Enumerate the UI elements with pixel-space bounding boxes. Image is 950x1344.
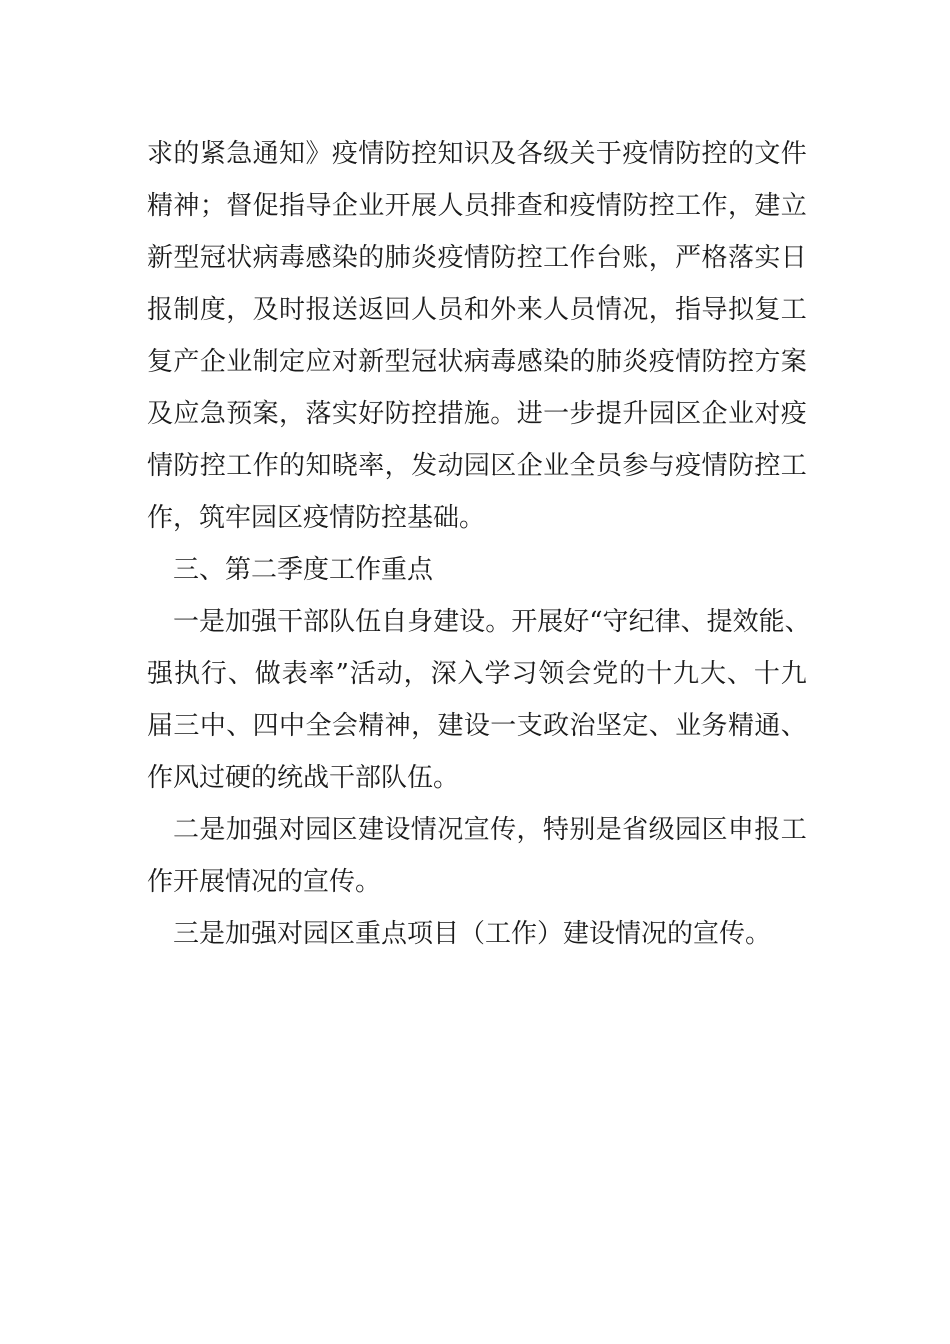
- text-line: [147, 388, 807, 440]
- text-char: 强: [251, 607, 278, 637]
- text-line: [147, 336, 807, 388]
- text-char: 感: [516, 347, 543, 377]
- text-char: 习: [511, 659, 538, 689]
- text-char: 的: [619, 659, 646, 689]
- text-line: [147, 232, 807, 284]
- text-char: 控: [727, 347, 754, 377]
- text-char: 报: [305, 295, 332, 325]
- text-char: 加: [225, 607, 252, 637]
- text-char: 人: [437, 191, 464, 221]
- text-char: 应: [173, 399, 200, 429]
- text-line: 作，筑牢园区疫情防控基础。: [147, 503, 486, 533]
- text-char: 入: [457, 659, 484, 689]
- text-char: 是: [199, 607, 226, 637]
- text-char: 建: [754, 191, 781, 221]
- text-char: 冠: [199, 243, 226, 273]
- text-char: 行: [200, 659, 227, 689]
- text-char: 炎: [622, 347, 649, 377]
- text-char: ，: [727, 191, 754, 221]
- text-char: 防: [384, 399, 411, 429]
- text-char: 精: [358, 711, 385, 741]
- text-char: 业: [358, 191, 385, 221]
- text-char: 与: [648, 451, 675, 481]
- text-char: 复: [147, 347, 174, 377]
- text-char: 作: [569, 243, 596, 273]
- text-line: [147, 180, 807, 232]
- text-char: 展: [411, 191, 438, 221]
- text-char: 实: [331, 399, 358, 429]
- text-char: 工: [780, 815, 807, 845]
- text-char: 病: [463, 347, 490, 377]
- text-char: 肺: [595, 347, 622, 377]
- text-char: 区: [701, 815, 728, 845]
- text-char: 工: [675, 191, 702, 221]
- text-char: 部: [303, 607, 330, 637]
- text-char: 型: [384, 347, 411, 377]
- text-char: 干: [277, 607, 304, 637]
- text-char: 情: [463, 243, 490, 273]
- text-char: 届: [147, 711, 174, 741]
- text-char: 支: [516, 711, 543, 741]
- text-char: 情: [595, 191, 622, 221]
- text-char: 业: [675, 711, 702, 741]
- text-char: 新: [147, 243, 174, 273]
- text-char: 级: [543, 139, 570, 169]
- text-char: 省: [622, 815, 649, 845]
- text-char: 防: [622, 191, 649, 221]
- text-char: ，: [411, 711, 438, 741]
- text-char: 情: [648, 139, 675, 169]
- text-char: 九: [780, 659, 807, 689]
- text-char: 特: [542, 815, 569, 845]
- text-char: 预: [226, 399, 253, 429]
- text-char: 》: [305, 139, 332, 169]
- text-char: 做: [254, 659, 281, 689]
- text-char: 排: [490, 191, 517, 221]
- text-char: 发: [411, 451, 438, 481]
- text-char: 控: [701, 139, 728, 169]
- text-char: 格: [701, 243, 728, 273]
- text-char: 步: [569, 399, 596, 429]
- text-char: 识: [463, 139, 490, 169]
- text-char: 文: [754, 139, 781, 169]
- text-char: 好: [563, 607, 590, 637]
- text-line: 作开展情况的宣传。: [147, 867, 382, 897]
- text-char: 各: [516, 139, 543, 169]
- text-line: [147, 700, 807, 752]
- text-char: 实: [754, 243, 781, 273]
- text-char: 企: [701, 399, 728, 429]
- text-char: ，: [384, 451, 411, 481]
- text-char: 导: [305, 191, 332, 221]
- text-char: 和: [543, 191, 570, 221]
- text-char: 企: [331, 191, 358, 221]
- text-char: 申: [727, 815, 754, 845]
- text-char: 情: [147, 451, 174, 481]
- text-char: 件: [780, 139, 807, 169]
- text-char: 立: [780, 191, 807, 221]
- text-char: 状: [437, 347, 464, 377]
- text-char: 园: [463, 451, 490, 481]
- text-char: 神: [384, 711, 411, 741]
- section-heading: 三、第二季度工作重点: [173, 555, 434, 585]
- text-char: 度: [199, 295, 226, 325]
- text-line: [147, 128, 807, 180]
- text-char: 神: [173, 191, 200, 221]
- text-char: 效: [732, 607, 759, 637]
- text-char: 疫: [437, 243, 464, 273]
- text-char: 防: [490, 243, 517, 273]
- text-char: 开: [384, 191, 411, 221]
- text-char: 情: [675, 347, 702, 377]
- text-char: 来: [516, 295, 543, 325]
- text-char: 的: [569, 347, 596, 377]
- text-char: 炎: [411, 243, 438, 273]
- text-char: 设: [384, 815, 411, 845]
- text-char: 对: [331, 347, 358, 377]
- text-char: 防: [384, 139, 411, 169]
- text-char: 制: [173, 295, 200, 325]
- text-char: 中: [279, 711, 306, 741]
- text-char: 园: [648, 399, 675, 429]
- text-char: ，: [279, 399, 306, 429]
- text-char: ，: [648, 295, 675, 325]
- text-char: 党: [592, 659, 619, 689]
- text-char: 通: [252, 139, 279, 169]
- text-char: 全: [569, 451, 596, 481]
- text-char: 拟: [727, 295, 754, 325]
- text-char: 的: [727, 139, 754, 169]
- text-char: 员: [463, 191, 490, 221]
- text-char: 设: [459, 607, 486, 637]
- text-char: 控: [516, 243, 543, 273]
- text-char: 的: [279, 451, 306, 481]
- text-char: 强: [252, 815, 279, 845]
- text-char: 一: [490, 711, 517, 741]
- text-char: 企: [516, 451, 543, 481]
- text-char: 感: [305, 243, 332, 273]
- text-char: 紧: [199, 139, 226, 169]
- text-char: 全: [305, 711, 332, 741]
- text-char: 能: [758, 607, 785, 637]
- text-char: 施: [463, 399, 490, 429]
- text-char: 。: [490, 399, 517, 429]
- text-char: 报: [147, 295, 174, 325]
- text-char: 督: [226, 191, 253, 221]
- text-char: 率: [308, 659, 335, 689]
- text-char: 会: [565, 659, 592, 689]
- text-char: 建: [433, 607, 460, 637]
- text-char: 律: [654, 607, 681, 637]
- text-char: 定: [622, 711, 649, 741]
- text-char: 返: [358, 295, 385, 325]
- text-char: 知: [437, 139, 464, 169]
- text-char: 。: [485, 607, 512, 637]
- text-char: 展: [537, 607, 564, 637]
- text-char: 员: [569, 295, 596, 325]
- text-char: 四: [252, 711, 279, 741]
- text-char: 队: [329, 607, 356, 637]
- text-char: 会: [331, 711, 358, 741]
- text-char: 落: [305, 399, 332, 429]
- text-char: 、: [226, 711, 253, 741]
- text-char: 区: [675, 399, 702, 429]
- text-char: 一: [173, 607, 200, 637]
- text-char: 企: [199, 347, 226, 377]
- text-char: 报: [754, 815, 781, 845]
- text-char: 强: [147, 659, 174, 689]
- text-char: 开: [511, 607, 538, 637]
- text-char: 复: [754, 295, 781, 325]
- text-char: 时: [279, 295, 306, 325]
- text-char: 染: [331, 243, 358, 273]
- text-char: 台: [595, 243, 622, 273]
- text-char: 新: [358, 347, 385, 377]
- text-char: 防: [727, 451, 754, 481]
- text-char: 的: [358, 243, 385, 273]
- text-char: 及: [490, 139, 517, 169]
- text-char: 务: [701, 711, 728, 741]
- text-char: 疫: [780, 399, 807, 429]
- text-char: 作: [701, 191, 728, 221]
- text-char: 制: [252, 347, 279, 377]
- text-char: 园: [305, 815, 332, 845]
- text-char: 疫: [569, 191, 596, 221]
- text-char: 业: [727, 399, 754, 429]
- text-char: 人: [411, 295, 438, 325]
- text-char: 工: [543, 243, 570, 273]
- text-char: 精: [727, 711, 754, 741]
- text-char: 对: [754, 399, 781, 429]
- text-char: 疫: [331, 139, 358, 169]
- text-char: 急: [226, 139, 253, 169]
- text-char: 动: [376, 659, 403, 689]
- text-char: 级: [648, 815, 675, 845]
- text-char: 提: [706, 607, 733, 637]
- text-char: 建: [357, 815, 384, 845]
- text-char: 病: [252, 243, 279, 273]
- text-char: 、: [784, 607, 811, 637]
- text-char: 伍: [355, 607, 382, 637]
- text-char: 促: [252, 191, 279, 221]
- text-char: 二: [173, 815, 200, 845]
- text-char: 导: [701, 295, 728, 325]
- text-char: 、: [726, 659, 753, 689]
- text-char: 传: [490, 815, 517, 845]
- text-char: 建: [437, 711, 464, 741]
- text-char: 纪: [628, 607, 655, 637]
- text-char: 应: [305, 347, 332, 377]
- text-char: 防: [173, 451, 200, 481]
- text-char: 晓: [331, 451, 358, 481]
- text-char: 一: [543, 399, 570, 429]
- text-char: 的: [173, 139, 200, 169]
- text-char: 通: [754, 711, 781, 741]
- text-char: 治: [569, 711, 596, 741]
- text-char: 型: [173, 243, 200, 273]
- text-char: 作: [252, 451, 279, 481]
- text-char: 情: [410, 815, 437, 845]
- text-char: 疫: [622, 139, 649, 169]
- text-char: 业: [543, 451, 570, 481]
- text-char: 案: [252, 399, 279, 429]
- text-char: 、: [227, 659, 254, 689]
- text-char: 学: [484, 659, 511, 689]
- text-char: 园: [675, 815, 702, 845]
- text-line: 作风过硬的统战干部队伍。: [147, 763, 460, 793]
- text-char: 控: [411, 399, 438, 429]
- text-char: 外: [490, 295, 517, 325]
- text-char: 率: [358, 451, 385, 481]
- text-char: 急: [199, 399, 226, 429]
- text-char: 指: [279, 191, 306, 221]
- text-char: 工: [226, 451, 253, 481]
- text-char: 知: [279, 139, 306, 169]
- text-char: 、: [648, 711, 675, 741]
- text-char: 动: [437, 451, 464, 481]
- text-char: ，: [516, 815, 543, 845]
- text-char: 严: [675, 243, 702, 273]
- document-body: [147, 128, 811, 960]
- text-char: 指: [675, 295, 702, 325]
- text-char: 冠: [411, 347, 438, 377]
- text-char: 及: [252, 295, 279, 325]
- text-char: 深: [430, 659, 457, 689]
- text-char: 日: [780, 243, 807, 273]
- text-char: 设: [463, 711, 490, 741]
- text-char: 防: [701, 347, 728, 377]
- text-char: 是: [199, 815, 226, 845]
- text-char: 产: [173, 347, 200, 377]
- text-char: 活: [349, 659, 376, 689]
- text-char: 执: [173, 659, 200, 689]
- text-char: 方: [754, 347, 781, 377]
- text-char: 、: [780, 711, 807, 741]
- text-char: 定: [279, 347, 306, 377]
- text-char: 工: [780, 295, 807, 325]
- text-char: 表: [281, 659, 308, 689]
- text-char: 控: [411, 139, 438, 169]
- text-char: 肺: [384, 243, 411, 273]
- text-char: 况: [622, 295, 649, 325]
- text-char: 三: [173, 711, 200, 741]
- text-char: 员: [437, 295, 464, 325]
- text-char: 是: [595, 815, 622, 845]
- text-char: 账: [622, 243, 649, 273]
- text-char: 政: [543, 711, 570, 741]
- text-char: 防: [675, 139, 702, 169]
- text-char: 九: [673, 659, 700, 689]
- text-char: 控: [754, 451, 781, 481]
- text-char: 对: [278, 815, 305, 845]
- text-char: 身: [407, 607, 434, 637]
- text-char: 控: [648, 191, 675, 221]
- text-line: [147, 648, 807, 700]
- text-char: 送: [331, 295, 358, 325]
- text-char: 知: [305, 451, 332, 481]
- text-line: [147, 440, 807, 492]
- text-char: 况: [437, 815, 464, 845]
- text-char: 十: [753, 659, 780, 689]
- text-char: 关: [569, 139, 596, 169]
- text-char: ，: [648, 243, 675, 273]
- text-char: 疫: [648, 347, 675, 377]
- text-char: 和: [463, 295, 490, 325]
- text-char: 领: [538, 659, 565, 689]
- text-char: 自: [381, 607, 408, 637]
- text-char: 控: [199, 451, 226, 481]
- text-char: 大: [699, 659, 726, 689]
- text-char: 加: [225, 815, 252, 845]
- text-char: 状: [226, 243, 253, 273]
- text-char: ；: [199, 191, 226, 221]
- text-char: 疫: [675, 451, 702, 481]
- text-char: 案: [780, 347, 807, 377]
- text-char: 坚: [595, 711, 622, 741]
- text-char: 情: [358, 139, 385, 169]
- text-line: [147, 596, 811, 648]
- text-char: 措: [437, 399, 464, 429]
- text-char: ，: [403, 659, 430, 689]
- text-char: 好: [358, 399, 385, 429]
- text-char: 区: [331, 815, 358, 845]
- text-char: 业: [226, 347, 253, 377]
- text-char: 精: [147, 191, 174, 221]
- text-char: ，: [226, 295, 253, 325]
- text-char: 毒: [279, 243, 306, 273]
- text-char: “: [589, 607, 603, 637]
- text-char: 落: [727, 243, 754, 273]
- text-char: 毒: [490, 347, 517, 377]
- text-char: 员: [595, 451, 622, 481]
- text-char: 进: [516, 399, 543, 429]
- text-char: 人: [543, 295, 570, 325]
- text-char: 别: [569, 815, 596, 845]
- text-char: ”: [335, 659, 349, 689]
- text-char: 情: [701, 451, 728, 481]
- text-char: 中: [199, 711, 226, 741]
- text-char: 参: [622, 451, 649, 481]
- text-char: 十: [646, 659, 673, 689]
- text-char: 守: [602, 607, 629, 637]
- text-char: 情: [595, 295, 622, 325]
- text-line: [147, 804, 807, 856]
- text-char: 区: [490, 451, 517, 481]
- text-char: 染: [543, 347, 570, 377]
- text-char: 查: [516, 191, 543, 221]
- text-char: 升: [622, 399, 649, 429]
- text-char: 提: [595, 399, 622, 429]
- text-line: 三是加强对园区重点项目（工作）建设情况的宣传。: [173, 919, 772, 949]
- text-char: 及: [147, 399, 174, 429]
- text-char: 宣: [463, 815, 490, 845]
- text-line: [147, 284, 807, 336]
- text-char: 、: [680, 607, 707, 637]
- text-char: 求: [147, 139, 174, 169]
- text-char: 工: [780, 451, 807, 481]
- text-char: 回: [384, 295, 411, 325]
- text-char: 于: [595, 139, 622, 169]
